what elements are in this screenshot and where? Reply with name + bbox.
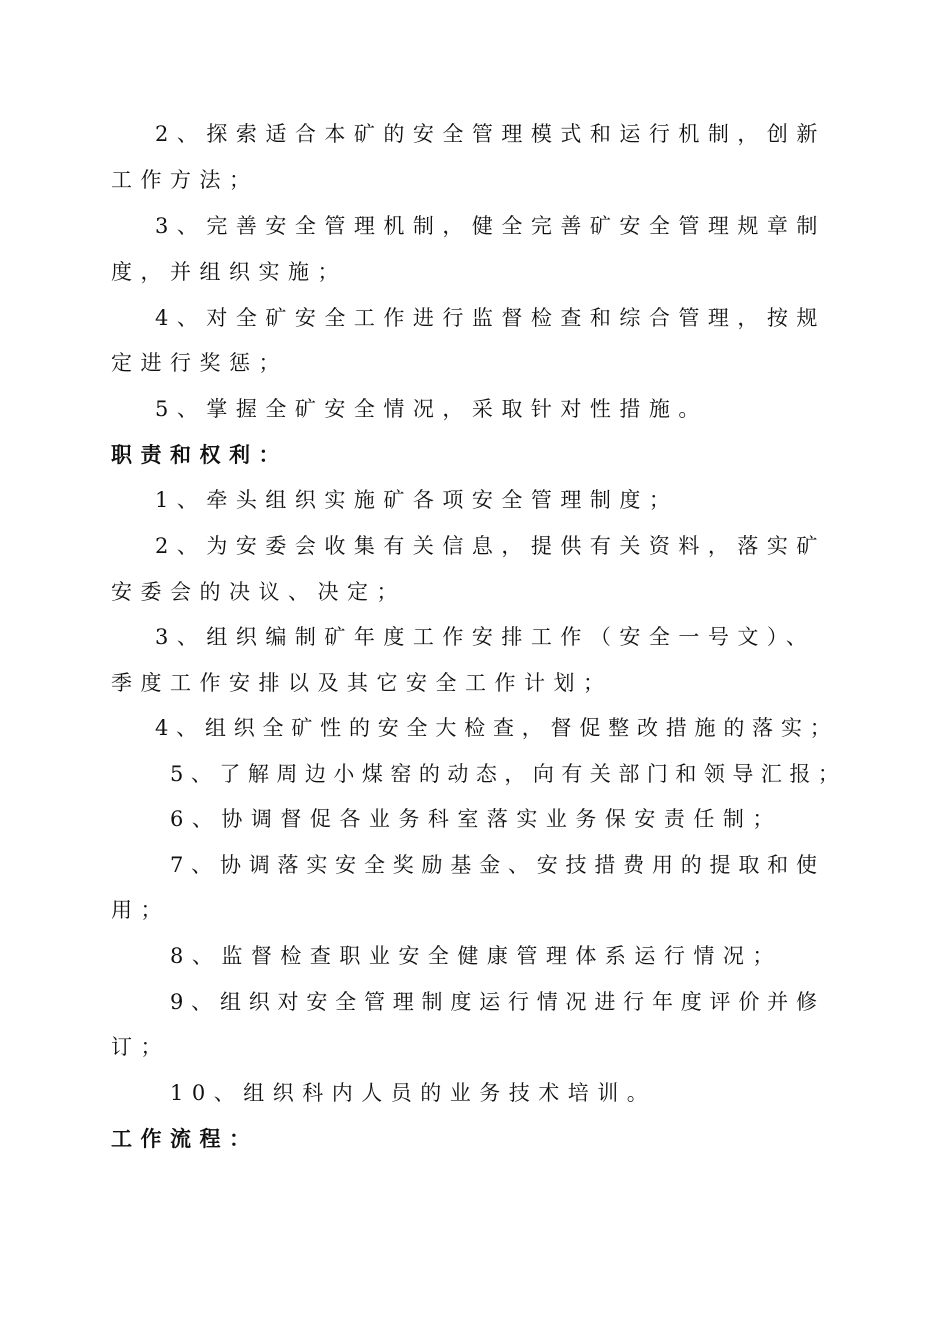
text-line: 5、了解周边小煤窑的动态，向有关部门和领导汇报； (170, 762, 847, 786)
text-line: 用； (111, 898, 170, 922)
text-line: 2、为安委会收集有关信息，提供有关资料，落实矿 (155, 534, 826, 558)
text-line: 订； (111, 1035, 170, 1059)
section-heading-workflow: 工作流程： (111, 1126, 259, 1151)
text-line: 3、组织编制矿年度工作安排工作（安全一号文）、 (155, 625, 816, 649)
text-line: 安委会的决议、决定； (111, 580, 406, 604)
text-line: 1、牵头组织实施矿各项安全管理制度； (155, 488, 679, 512)
text-line: 9、组织对安全管理制度运行情况进行年度评价并修 (170, 990, 825, 1014)
text-line: 2、探索适合本矿的安全管理模式和运行机制，创新 (155, 122, 826, 146)
text-line: 10、组织科内人员的业务技术培训。 (170, 1081, 657, 1105)
section-heading-duties: 职责和权利： (111, 442, 288, 467)
text-line: 3、完善安全管理机制，健全完善矿安全管理规章制 (155, 214, 826, 238)
text-line: 6、协调督促各业务科室落实业务保安责任制； (170, 807, 782, 831)
text-line: 7、协调落实安全奖励基金、安技措费用的提取和使 (170, 853, 825, 877)
text-line: 工作方法； (111, 168, 259, 192)
text-line: 4、组织全矿性的安全大检查，督促整改措施的落实； (155, 716, 839, 740)
text-line: 8、监督检查职业安全健康管理体系运行情况； (170, 944, 782, 968)
text-line: 5、掌握全矿安全情况，采取针对性措施。 (155, 397, 708, 421)
text-line: 4、对全矿安全工作进行监督检查和综合管理，按规 (155, 306, 826, 330)
text-line: 定进行奖惩； (111, 351, 288, 375)
text-line: 季度工作安排以及其它安全工作计划； (111, 671, 613, 695)
text-line: 度，并组织实施； (111, 260, 347, 284)
